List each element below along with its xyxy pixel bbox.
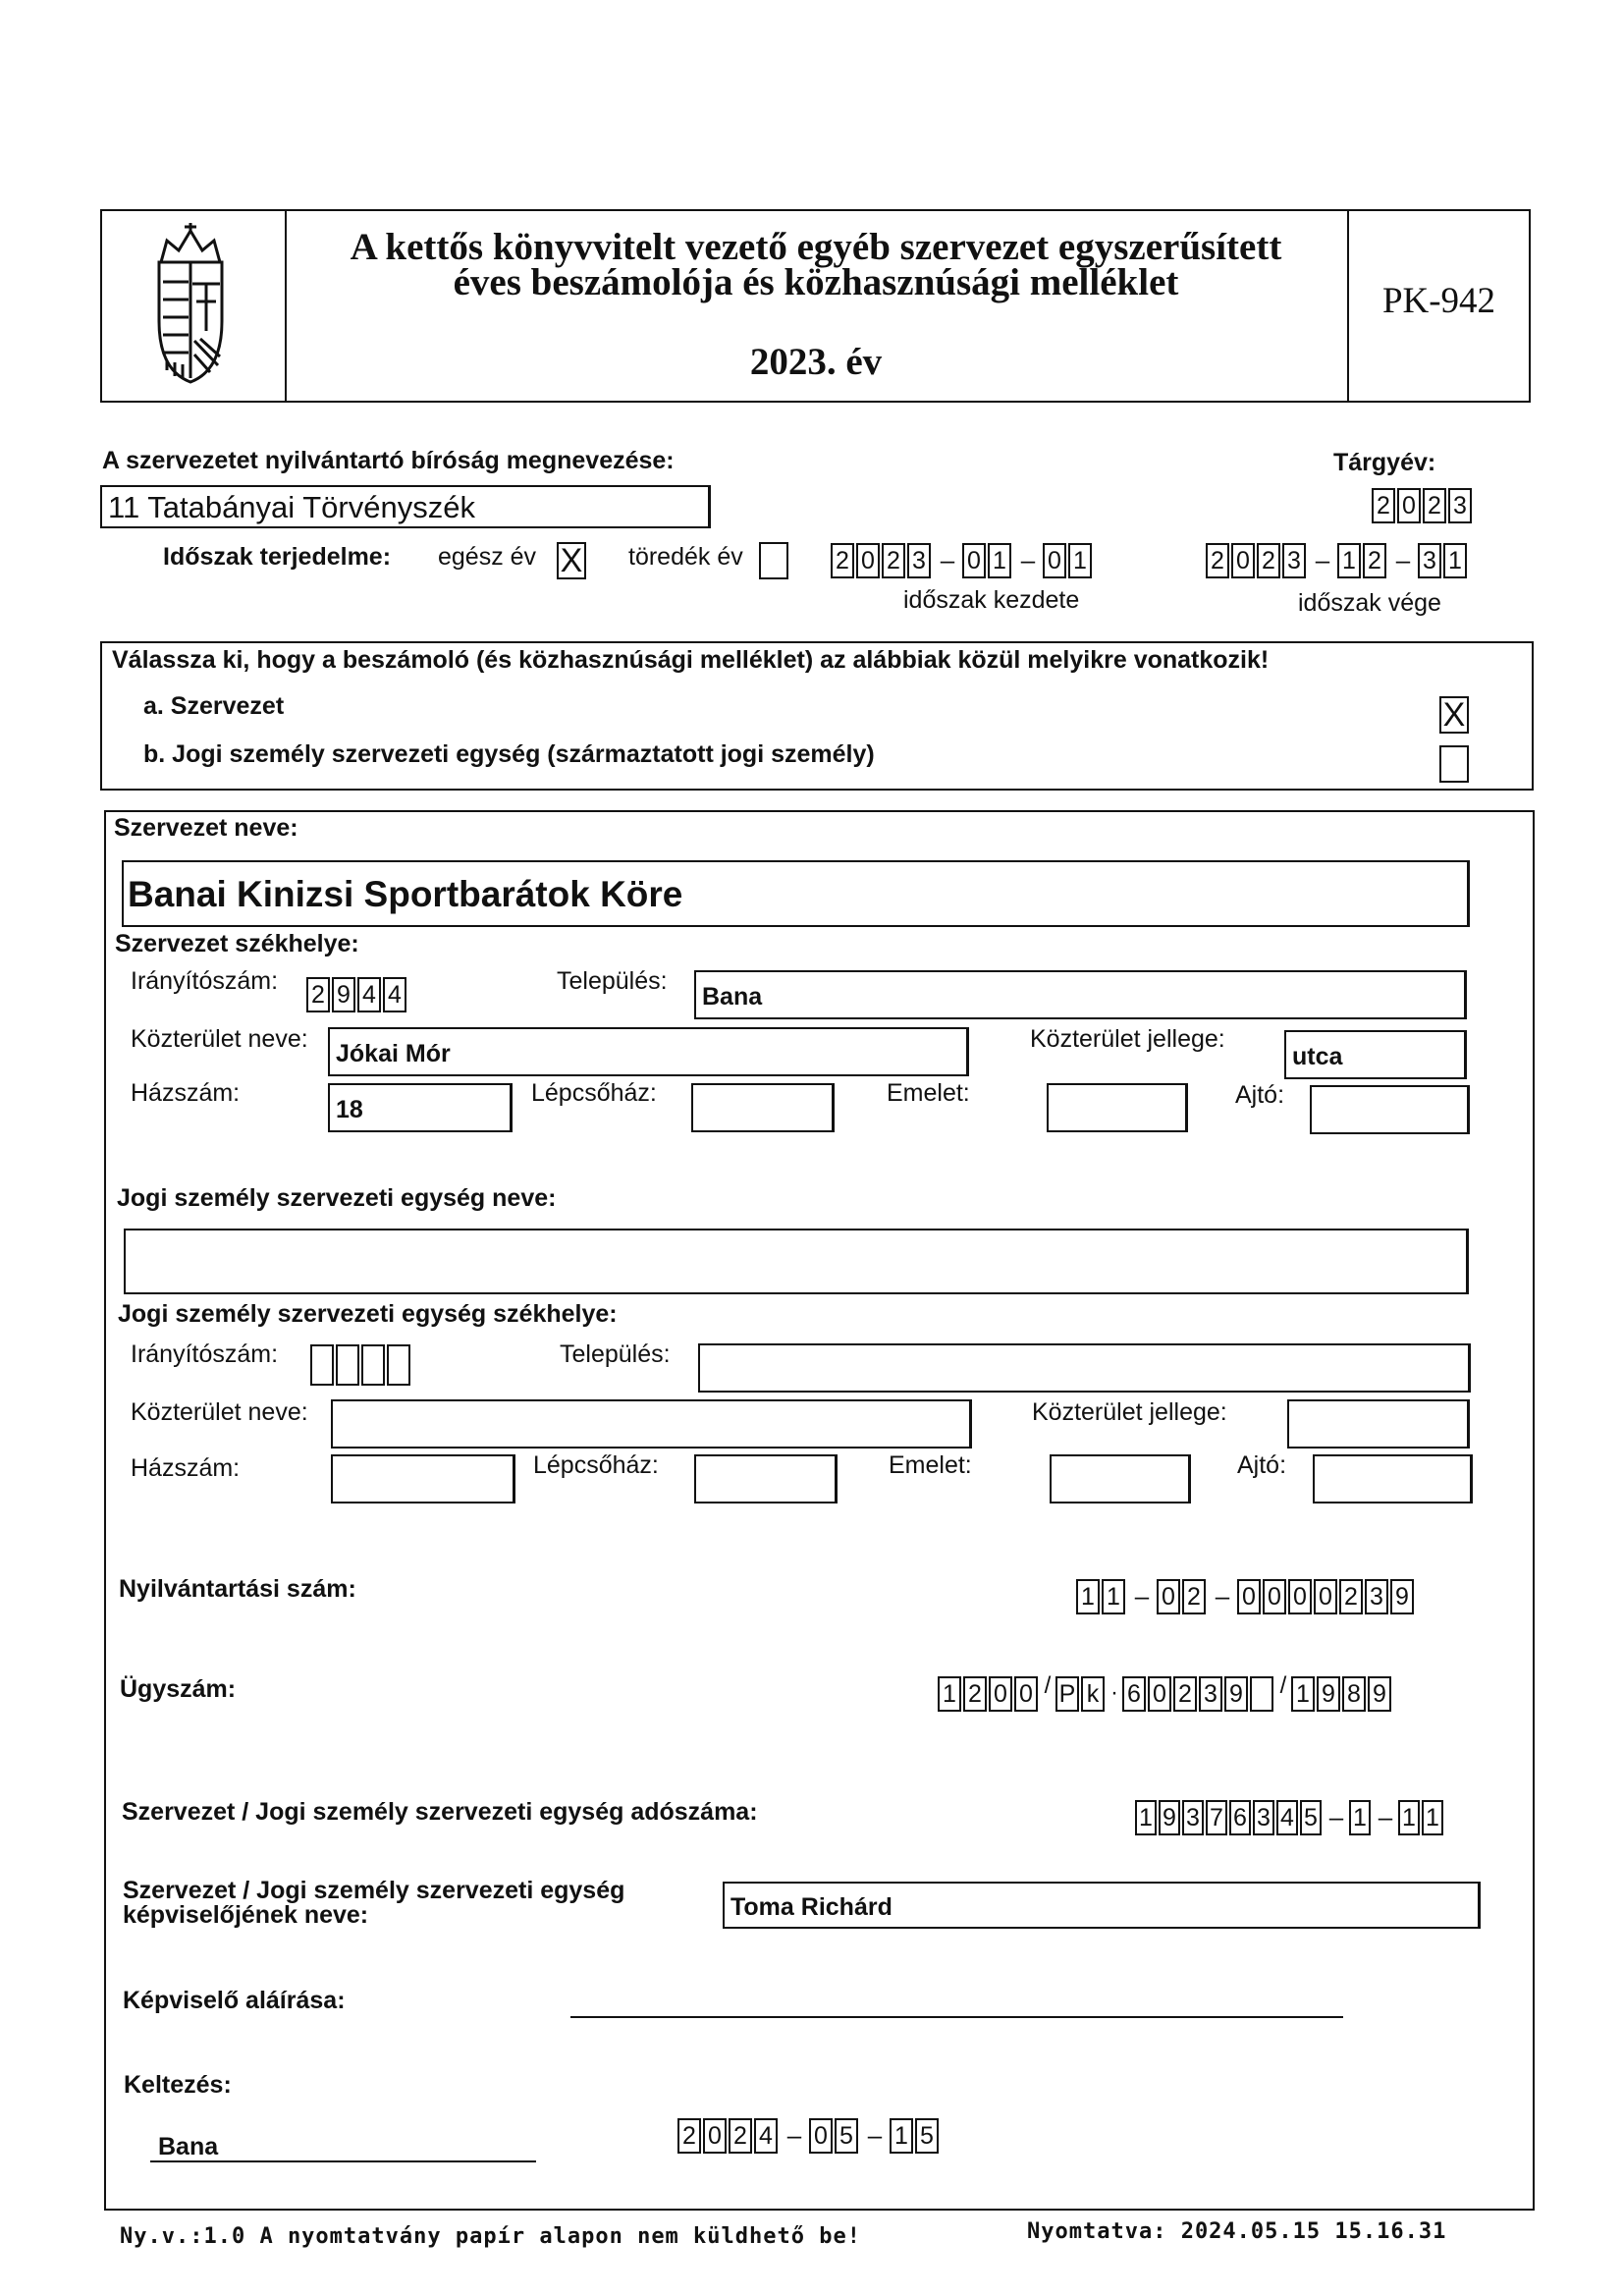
org-street-field[interactable]: Jókai Mór <box>328 1027 969 1076</box>
digit-cell[interactable]: 3 <box>1282 543 1306 578</box>
digit-cell[interactable]: 9 <box>1317 1676 1340 1712</box>
dating-date[interactable] <box>677 2118 941 2154</box>
dot-separator: · <box>1110 1679 1118 1706</box>
digit-cell[interactable]: 1 <box>1349 1800 1371 1835</box>
unit-seat-label: Jogi személy szervezeti egység székhelye: <box>118 1300 618 1328</box>
unit-zip-digits[interactable] <box>310 1344 412 1386</box>
dash-separator: – <box>1215 1581 1230 1611</box>
digit-cell[interactable]: 0 <box>1397 488 1421 523</box>
digit-cell[interactable]: 0 <box>1043 543 1066 578</box>
unit-street-field[interactable] <box>331 1399 972 1449</box>
org-door-field[interactable] <box>1310 1085 1470 1134</box>
digit-cell[interactable]: 1 <box>1398 1800 1420 1835</box>
representative-label-line1: Szervezet / Jogi személy szervezeti egység <box>123 1877 625 1904</box>
form-year-title: 2023. év <box>749 341 883 383</box>
option-b-label: b. Jogi személy szervezeti egység (származtatott jogi személy) <box>143 740 875 768</box>
whole-year-label: egész év <box>438 543 537 571</box>
org-floor-label: Emelet: <box>887 1079 970 1107</box>
partial-year-checkbox[interactable] <box>759 542 788 579</box>
court-field[interactable]: 11 Tatabányai Törvényszék <box>100 485 711 528</box>
org-zip-label: Irányítószám: <box>131 967 279 995</box>
digit-cell[interactable]: 3 <box>1448 488 1472 523</box>
case-label: Ügyszám: <box>120 1675 237 1703</box>
org-stair-field[interactable] <box>691 1083 835 1132</box>
dash-separator: – <box>1328 1802 1344 1831</box>
org-city-field[interactable]: Bana <box>694 970 1467 1019</box>
target-year-digits[interactable] <box>1372 488 1474 523</box>
digit-cell[interactable]: 2 <box>1182 1579 1206 1614</box>
dash-separator: – <box>940 545 955 574</box>
digit-cell[interactable]: 5 <box>1300 1800 1322 1835</box>
tax-number-label: Szervezet / Jogi személy szervezeti egység adószáma: <box>122 1798 758 1826</box>
digit-cell[interactable]: 2 <box>729 2118 752 2154</box>
digit-cell[interactable]: 2 <box>1257 543 1280 578</box>
dash-separator: – <box>1020 545 1036 574</box>
digit-cell[interactable]: 9 <box>1390 1579 1414 1614</box>
whole-year-checkbox[interactable]: X <box>557 542 586 579</box>
option-a-checkbox[interactable]: X <box>1439 696 1469 734</box>
org-city-label: Település: <box>557 967 668 995</box>
dash-separator: – <box>786 2120 802 2150</box>
digit-cell[interactable]: 0 <box>989 1676 1012 1712</box>
target-year-label: Tárgyév: <box>1333 449 1436 476</box>
representative-name-field[interactable]: Toma Richárd <box>723 1882 1481 1929</box>
digit-cell[interactable]: 6 <box>1122 1676 1146 1712</box>
org-seat-label: Szervezet székhelye: <box>115 930 359 957</box>
unit-city-field[interactable] <box>698 1343 1471 1393</box>
form-code: PK-942 <box>1381 281 1496 321</box>
digit-cell[interactable]: 2 <box>306 977 330 1012</box>
digit-cell[interactable]: 0 <box>703 2118 727 2154</box>
partial-year-label: töredék év <box>628 543 743 571</box>
footer-note: Ny.v.:1.0 A nyomtatvány papír alapon nem küldhető be! <box>120 2224 861 2249</box>
unit-name-field[interactable] <box>124 1229 1469 1294</box>
digit-cell[interactable]: 7 <box>1206 1800 1227 1835</box>
digit-cell[interactable]: P <box>1055 1676 1079 1712</box>
period-start-date[interactable] <box>831 543 1094 578</box>
digit-cell[interactable]: 4 <box>1276 1800 1298 1835</box>
unit-house-label: Házszám: <box>131 1454 241 1482</box>
digit-cell[interactable]: 2 <box>1339 1579 1363 1614</box>
dating-place-line <box>150 2160 536 2162</box>
digit-cell[interactable]: 5 <box>915 2118 939 2154</box>
digit-cell[interactable]: 1 <box>890 2118 913 2154</box>
digit-cell[interactable]: 3 <box>1199 1676 1222 1712</box>
digit-cell[interactable]: 9 <box>1224 1676 1248 1712</box>
slash-separator: / <box>1044 1672 1052 1699</box>
digit-cell[interactable]: 1 <box>1337 543 1361 578</box>
form-title-line1: A kettős könyvvitelt vezető egyéb szervezet egyszerűsített <box>350 226 1282 268</box>
digit-cell[interactable]: 0 <box>962 543 986 578</box>
footer-printed: Nyomtatva: 2024.05.15 15.16.31 <box>1027 2219 1447 2244</box>
period-start-caption: időszak kezdete <box>903 586 1080 614</box>
org-house-field[interactable]: 18 <box>328 1083 513 1132</box>
digit-cell[interactable]: 1 <box>1135 1800 1157 1835</box>
digit-cell[interactable]: 0 <box>1237 1579 1261 1614</box>
case-number[interactable] <box>938 1672 1393 1712</box>
dating-place[interactable]: Bana <box>158 2133 219 2160</box>
digit-cell[interactable]: 0 <box>809 2118 833 2154</box>
digit-cell[interactable]: 9 <box>332 977 355 1012</box>
unit-house-field[interactable] <box>331 1454 515 1503</box>
digit-cell[interactable]: 2 <box>1206 543 1229 578</box>
period-end-caption: időszak vége <box>1298 589 1441 617</box>
digit-cell[interactable]: 2 <box>831 543 854 578</box>
digit-cell[interactable]: 2 <box>1372 488 1395 523</box>
org-zip-digits[interactable] <box>306 977 408 1012</box>
unit-floor-label: Emelet: <box>889 1451 972 1479</box>
digit-cell[interactable]: 9 <box>1368 1676 1391 1712</box>
digit-cell[interactable]: 6 <box>1229 1800 1251 1835</box>
digit-cell[interactable]: 0 <box>1263 1579 1286 1614</box>
digit-cell[interactable]: 3 <box>1182 1800 1204 1835</box>
digit-cell[interactable]: 0 <box>1231 543 1255 578</box>
slash-separator: / <box>1279 1672 1287 1699</box>
digit-cell[interactable]: 3 <box>1253 1800 1274 1835</box>
digit-cell[interactable]: 2 <box>882 543 905 578</box>
dash-separator: – <box>1134 1581 1150 1611</box>
digit-cell[interactable]: 9 <box>1159 1800 1180 1835</box>
coat-of-arms-icon <box>141 223 240 390</box>
digit-cell[interactable]: 0 <box>1157 1579 1180 1614</box>
option-a-label: a. Szervezet <box>143 692 285 720</box>
digit-cell[interactable]: 0 <box>856 543 880 578</box>
digit-cell[interactable]: 8 <box>1342 1676 1366 1712</box>
digit-cell[interactable]: 1 <box>938 1676 961 1712</box>
unit-city-label: Település: <box>560 1340 671 1368</box>
org-street-label: Közterület neve: <box>131 1025 308 1053</box>
dating-label: Keltezés: <box>124 2071 232 2099</box>
unit-name-label: Jogi személy szervezeti egység neve: <box>117 1184 557 1212</box>
digit-cell[interactable]: 2 <box>1423 488 1446 523</box>
org-stair-label: Lépcsőház: <box>531 1079 657 1107</box>
digit-cell[interactable]: 1 <box>1422 1800 1443 1835</box>
digit-cell[interactable]: 4 <box>383 977 406 1012</box>
org-name-field[interactable]: Banai Kinizsi Sportbarátok Köre <box>122 860 1470 927</box>
dash-separator: – <box>867 2120 883 2150</box>
digit-cell[interactable]: 0 <box>1148 1676 1171 1712</box>
digit-cell[interactable]: 1 <box>1291 1676 1315 1712</box>
dash-separator: – <box>1395 545 1411 574</box>
digit-cell[interactable]: 2 <box>963 1676 987 1712</box>
digit-cell[interactable]: 0 <box>1314 1579 1337 1614</box>
unit-door-field[interactable] <box>1313 1454 1473 1503</box>
digit-cell[interactable]: 4 <box>357 977 381 1012</box>
digit-cell[interactable]: 1 <box>1068 543 1092 578</box>
digit-cell[interactable]: 2 <box>677 2118 701 2154</box>
digit-cell[interactable]: 2 <box>1173 1676 1197 1712</box>
digit-cell[interactable]: 4 <box>754 2118 778 2154</box>
registry-number[interactable] <box>1076 1579 1416 1614</box>
option-b-checkbox[interactable] <box>1439 745 1469 783</box>
digit-cell[interactable]: k <box>1081 1676 1105 1712</box>
org-floor-field[interactable] <box>1047 1083 1188 1132</box>
digit-cell[interactable] <box>310 1344 334 1386</box>
org-name-label: Szervezet neve: <box>114 814 298 842</box>
signature-line[interactable] <box>570 2016 1343 2018</box>
org-door-label: Ajtó: <box>1235 1081 1285 1109</box>
period-end-date[interactable] <box>1206 543 1469 578</box>
unit-zip-label: Irányítószám: <box>131 1340 279 1368</box>
header-box <box>100 209 1531 403</box>
choice-question: Válassza ki, hogy a beszámoló (és közhasznúsági melléklet) az alábbiak közül melyikre vonatkozik! <box>112 646 1270 674</box>
court-label: A szervezetet nyilvántartó bíróság megnevezése: <box>102 447 675 474</box>
digit-cell[interactable]: 3 <box>1418 543 1441 578</box>
digit-cell[interactable]: 1 <box>1443 543 1467 578</box>
digit-cell[interactable] <box>1250 1676 1273 1712</box>
org-street-type-label: Közterület jellege: <box>1030 1025 1225 1053</box>
digit-cell[interactable]: 1 <box>1102 1579 1125 1614</box>
digit-cell[interactable]: 1 <box>1076 1579 1100 1614</box>
digit-cell[interactable] <box>387 1344 410 1386</box>
digit-cell[interactable]: 5 <box>835 2118 858 2154</box>
representative-label-line2: képviselőjének neve: <box>123 1901 369 1929</box>
unit-stair-label: Lépcsőház: <box>533 1451 659 1479</box>
unit-floor-field[interactable] <box>1050 1454 1191 1503</box>
unit-street-label: Közterület neve: <box>131 1398 308 1426</box>
tax-number[interactable] <box>1135 1800 1445 1835</box>
digit-cell[interactable]: 3 <box>1365 1579 1388 1614</box>
unit-stair-field[interactable] <box>694 1454 838 1503</box>
digit-cell[interactable] <box>361 1344 385 1386</box>
unit-street-type-label: Közterület jellege: <box>1032 1398 1227 1426</box>
org-street-type-field[interactable]: utca <box>1284 1030 1467 1079</box>
digit-cell[interactable]: 0 <box>1288 1579 1312 1614</box>
digit-cell[interactable]: 2 <box>1363 543 1386 578</box>
signature-label: Képviselő aláírása: <box>123 1987 346 2014</box>
unit-door-label: Ajtó: <box>1237 1451 1287 1479</box>
digit-cell[interactable]: 0 <box>1014 1676 1038 1712</box>
dash-separator: – <box>1315 545 1330 574</box>
digit-cell[interactable]: 1 <box>988 543 1011 578</box>
digit-cell[interactable]: 3 <box>907 543 931 578</box>
unit-street-type-field[interactable] <box>1287 1399 1470 1449</box>
org-house-label: Házszám: <box>131 1079 241 1107</box>
registry-label: Nyilvántartási szám: <box>119 1575 356 1603</box>
digit-cell[interactable] <box>336 1344 359 1386</box>
period-label: Időszak terjedelme: <box>163 543 392 571</box>
dash-separator: – <box>1378 1802 1393 1831</box>
form-title-line2: éves beszámolója és közhasznúsági melléklet <box>453 261 1179 303</box>
